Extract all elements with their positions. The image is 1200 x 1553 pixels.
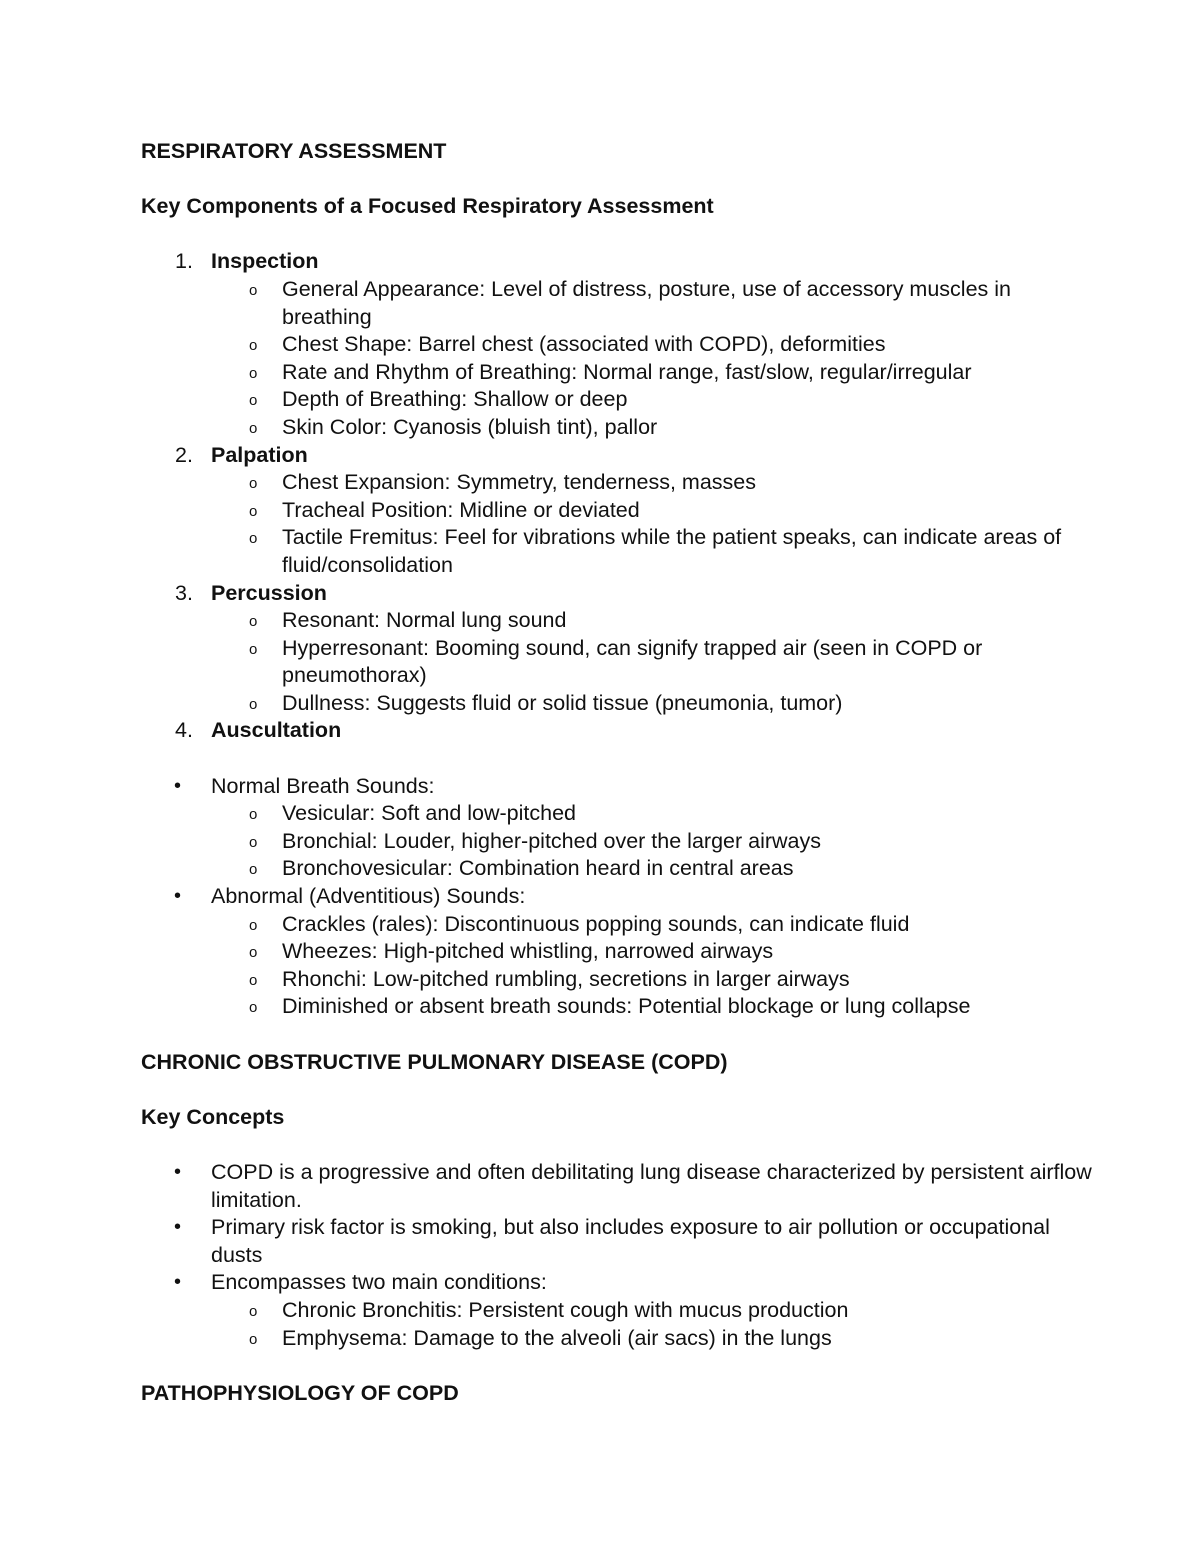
step-number: 1. <box>175 249 193 274</box>
sub-bullet-list <box>211 276 1101 442</box>
list-item-text: Chest Expansion: Symmetry, tenderness, masses <box>282 470 756 495</box>
sub-bullet-marker: o <box>249 475 258 493</box>
list-item-text: Bronchovesicular: Combination heard in central areas <box>282 856 794 881</box>
list-item <box>141 855 1101 883</box>
sub-bullet-list <box>211 911 1101 1021</box>
list-item <box>141 524 1101 579</box>
key-concepts-list <box>141 1159 1101 1352</box>
list-item-text: Bronchial: Louder, higher-pitched over the larger airways <box>282 828 821 853</box>
sub-bullet-marker: o <box>249 392 258 410</box>
bullet-marker: • <box>174 885 182 908</box>
list-item <box>141 276 1101 331</box>
bullet-text: COPD is a progressive and often debilitating lung disease characterized by persistent airflow limitation. <box>211 1159 1092 1212</box>
list-item-text: Crackles (rales): Discontinuous popping sounds, can indicate fluid <box>282 911 910 936</box>
assessment-step <box>141 442 1101 580</box>
assessment-step <box>141 717 1101 745</box>
list-item <box>141 938 1101 966</box>
document-page <box>141 138 1101 1407</box>
list-item <box>141 497 1101 525</box>
sub-bullet-marker: o <box>249 1302 258 1320</box>
bullet-marker: • <box>174 1216 182 1239</box>
step-title: Inspection <box>211 249 319 274</box>
sub-bullet-marker: o <box>249 1330 258 1348</box>
bullet-item <box>141 1159 1101 1214</box>
section-title-pathophysiology: PATHOPHYSIOLOGY OF COPD <box>141 1380 459 1405</box>
subtitle-key-concepts: Key Concepts <box>141 1104 285 1129</box>
bullet-marker: • <box>174 1160 182 1183</box>
subtitle-key-components: Key Components of a Focused Respiratory Assessment <box>141 194 714 219</box>
list-item <box>141 911 1101 939</box>
list-item <box>141 966 1101 994</box>
list-item <box>141 414 1101 442</box>
sub-bullet-marker: o <box>249 364 258 382</box>
list-item <box>141 469 1101 497</box>
sub-bullet-list <box>211 469 1101 579</box>
section-title-respiratory-assessment: RESPIRATORY ASSESSMENT <box>141 139 447 163</box>
sub-bullet-marker: o <box>249 806 258 824</box>
step-number: 4. <box>175 718 193 743</box>
bullet-item <box>141 1269 1101 1352</box>
list-item <box>141 690 1101 718</box>
sub-bullet-list <box>211 800 1101 883</box>
section-title-copd: CHRONIC OBSTRUCTIVE PULMONARY DISEASE (COPD) <box>141 1049 728 1074</box>
list-item-text: Dullness: Suggests fluid or solid tissue (pneumonia, tumor) <box>282 690 843 715</box>
sub-bullet-list <box>211 607 1101 717</box>
step-number: 3. <box>175 580 193 605</box>
bullet-text: Normal Breath Sounds: <box>211 773 435 798</box>
sub-bullet-list <box>211 1297 1101 1352</box>
bullet-item <box>141 1214 1101 1269</box>
sub-bullet-marker: o <box>249 695 258 713</box>
list-item <box>141 1325 1101 1353</box>
list-item <box>141 359 1101 387</box>
bullet-marker: • <box>174 1271 182 1294</box>
step-title: Palpation <box>211 442 308 467</box>
list-item-text: Emphysema: Damage to the alveoli (air sacs) in the lungs <box>282 1325 832 1350</box>
bullet-item <box>141 773 1101 883</box>
assessment-steps-list <box>141 248 1101 745</box>
step-number: 2. <box>175 442 193 467</box>
sub-bullet-marker: o <box>249 502 258 520</box>
list-item <box>141 828 1101 856</box>
list-item-text: Tactile Fremitus: Feel for vibrations while the patient speaks, can indicate areas of fluid/consolidation <box>282 525 1062 577</box>
step-title: Percussion <box>211 580 327 605</box>
sub-bullet-marker: o <box>249 281 258 299</box>
sub-bullet-marker: o <box>249 833 258 851</box>
sub-bullet-marker: o <box>249 916 258 934</box>
bullet-text: Primary risk factor is smoking, but also includes exposure to air pollution or occupational dusts <box>211 1215 1050 1267</box>
sub-bullet-marker: o <box>249 337 258 355</box>
sub-bullet-marker: o <box>249 530 258 548</box>
list-item-text: Diminished or absent breath sounds: Potential blockage or lung collapse <box>282 994 971 1019</box>
bullet-marker: • <box>174 774 182 797</box>
breath-sounds-list <box>141 773 1101 1021</box>
list-item-text: Rate and Rhythm of Breathing: Normal range, fast/slow, regular/irregular <box>282 359 972 384</box>
bullet-text: Abnormal (Adventitious) Sounds: <box>211 884 526 909</box>
sub-bullet-marker: o <box>249 640 258 658</box>
sub-bullet-marker: o <box>249 971 258 989</box>
list-item-text: Vesicular: Soft and low-pitched <box>282 801 576 826</box>
list-item-text: Hyperresonant: Booming sound, can signify trapped air (seen in COPD or pneumothorax) <box>282 635 983 688</box>
list-item-text: Chronic Bronchitis: Persistent cough with mucus production <box>282 1297 849 1322</box>
list-item-text: Depth of Breathing: Shallow or deep <box>282 387 628 412</box>
list-item-text: Wheezes: High-pitched whistling, narrowed airways <box>282 939 774 964</box>
sub-bullet-marker: o <box>249 613 258 631</box>
list-item-text: General Appearance: Level of distress, posture, use of accessory muscles in breathing <box>282 276 1011 329</box>
list-item-text: Rhonchi: Low-pitched rumbling, secretions in larger airways <box>282 966 850 991</box>
list-item <box>141 331 1101 359</box>
list-item <box>141 800 1101 828</box>
list-item-text: Tracheal Position: Midline or deviated <box>282 497 640 522</box>
list-item <box>141 386 1101 414</box>
assessment-step <box>141 248 1101 441</box>
list-item <box>141 635 1101 690</box>
sub-bullet-marker: o <box>249 999 258 1017</box>
list-item-text: Resonant: Normal lung sound <box>282 608 567 633</box>
sub-bullet-marker: o <box>249 944 258 962</box>
list-item <box>141 607 1101 635</box>
list-item <box>141 993 1101 1021</box>
assessment-step <box>141 580 1101 718</box>
sub-bullet-marker: o <box>249 861 258 879</box>
list-item-text: Skin Color: Cyanosis (bluish tint), pallor <box>282 414 658 439</box>
list-item-text: Chest Shape: Barrel chest (associated with COPD), deformities <box>282 332 886 357</box>
bullet-text: Encompasses two main conditions: <box>211 1270 547 1295</box>
list-item <box>141 1297 1101 1325</box>
step-title: Auscultation <box>211 718 342 743</box>
sub-bullet-marker: o <box>249 419 258 437</box>
bullet-item <box>141 883 1101 1021</box>
